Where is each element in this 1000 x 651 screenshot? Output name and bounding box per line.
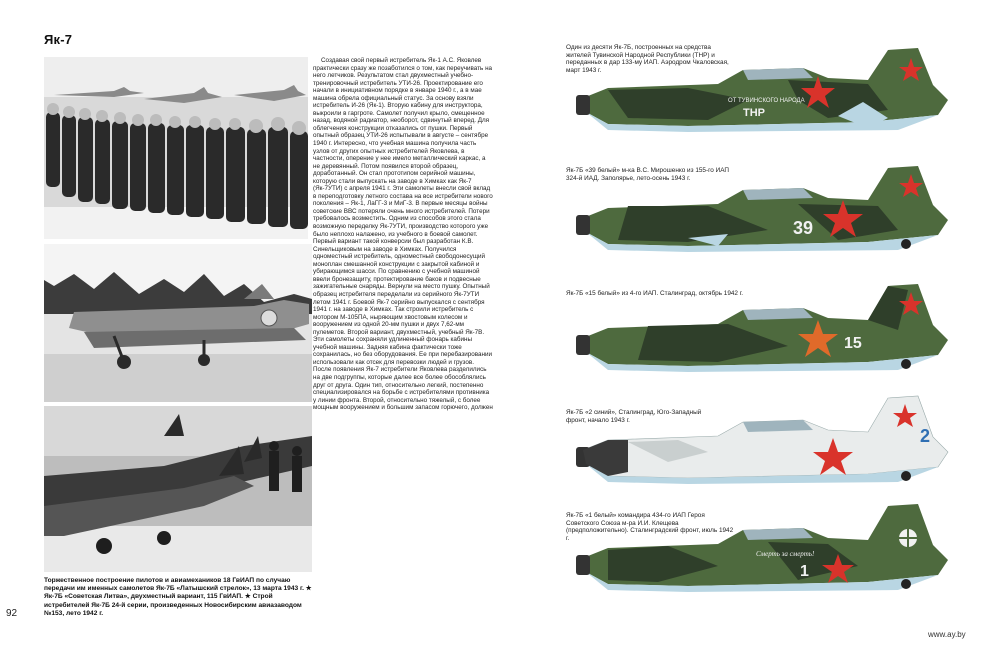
fuselage-code-2: 39 [793,218,814,238]
photo-yak7b-row [44,406,312,572]
photo-caption: Торжественное построение пилотов и авиамехаников 18 ГвИАП по случаю передачи им именных самолетов Як-7Б «Латышский стрелок», 13 марта 1943 г. ★ Як-7Б «Советская Литва», двухместный вариант, 115 ГвИАП. ★ Строй истребителей Як-7Б 24-й серии, произведенных Новосибирским авиазаводом №153, лето 1942 г. [44,577,312,617]
profile-caption-1: Один из десяти Як-7Б, построенных на средства жителей Тувинской Народной Республики (ТНР) и переданных в дар 133-му ИАП. Аэродром Чкаловская, март 1943 г. [566,44,729,74]
aircraft-profile-2-winter [568,392,953,492]
body-paragraph: Создавая свой первый истребитель Як-1 А.С. Яковлев практически сразу же позаботился о том, как переучивать на него летчиков. Результатом стал двухместный учебно-тренировочный истребитель УТИ-26. Проектирование его начали в инициативном порядке в январе 1940 г., а в мае машина обрела официальный статус. За основу взяли истребитель И-26 (Як-1). Вторую кабину для инструктора, выкроили в гаргроте. Самолет получил крыло, смещенное назад, водяной радиатор, необорот, сдвинутый вперед. Для облегчения конструкции отказались от пушки. Первый опытный образец УТИ-26 испытывали в августе – сентябре 1940 г. Интересно, что учебная машина получила часть узлов от других опытных истребителей Яковлева, в частности, оперение у нее имело металлический каркас, а не деревянный. Потом появился второй образец, доработанный. Он стал прототипом серийной машины, которую стали выпускать на заводе в Химках как Як-7 (Як-7УТИ) с апреля 1941 г. Эти самолеты внесли свой вклад в переподготовку летного состава на все истребители нового поколения – Як-1, ЛаГГ-3 и МиГ-3. В первые месяцы войны советские ВВС потеряли очень много истребителей. Потери требовалось возместить. Одним из способов этого стала возможную переделку Як-7УТИ, производство которого уже было неплохо налажено, из учебного в боевой самолет. Первый вариант такой конверсии был разработан К.В. Синельщиковым на заводе в Химках. Получился одноместный истребитель, одноместный свободонесущий моноплан смешанной конструкции с закрытой кабиной и убирающимся шасси. По сравнению с учебной машиной ввели бронезащиту, протектирование баков и подвесные зажигательные снаряды. Вернули на место пушку. Опытный образец истребителя переделали из серийного Як-7УТИ летом 1941 г. Боевой Як-7 серийно выпускался с сентября 1941 г. на заводе в Химках. Так строили истребитель с мотором М-105ПА, ныряющим хвостовым колесом и вооружением из одной 20-мм пушки и двух 7,62-мм пулеметов. Второй вариант, двухместный, учебный Як-7В. Эти самолеты сохраняли удлиненный фонарь кабины учебной машины. Задняя кабина фактически тоже сохранилась, но без оборудования. Ее при перебазировании использовали как отсек для перевозки людей и грузов. После появления Як-7 истребители Яковлева разделились на две подгруппы, которые далее все более обособлялись друг от друга. Один тип, относительно легкий, постепенно специализировался на борьбе с истребителями противника у линии фронта. Второй, относительно тяжелый, с более мощным вооружением и большим запасом горючего, должен [313,57,493,412]
photo-winter-lineup [44,57,308,239]
fuselage-code-5: 1 [800,563,809,580]
photo-yak7-field [44,244,312,402]
fuselage-inscription-1: ОТ ТУВИНСКОГО НАРОДА [728,98,805,104]
aircraft-profile-15 [568,280,953,380]
fuselage-code-1: ТНР [743,107,765,119]
page-title: Як-7 [44,32,73,47]
fuselage-code-4: 2 [920,426,931,446]
body-text [313,57,493,412]
profile-caption-3: Як-7Б «15 белый» из 4-го ИАП. Сталинград, октябрь 1942 г. [566,290,744,297]
aircraft-profile-tnr [568,40,953,140]
aircraft-profile-1 [568,500,953,600]
aircraft-profile-39 [568,160,953,260]
profile-caption-5: Як-7Б «1 белый» командира 434-го ИАП Героя Советского Союза м-ра И.И. Клещева (предположительно). Сталинградский фронт, июль 1942 г. [566,512,734,542]
fuselage-code-3: 15 [844,335,862,352]
fuselage-inscription-5: Смерть за смерть! [756,550,815,558]
profile-caption-4: Як-7Б «2 синий», Сталинград, Юго-Западный фронт, начало 1943 г. [566,409,702,424]
watermark: www.ay.by [928,630,966,639]
page-number: 92 [6,608,18,619]
profile-caption-2: Як-7Б «39 белый» м-ка В.С. Мирошенко из 155-го ИАП 324-й ИАД. Заполярье, лето-осень 1943 г. [566,167,730,182]
